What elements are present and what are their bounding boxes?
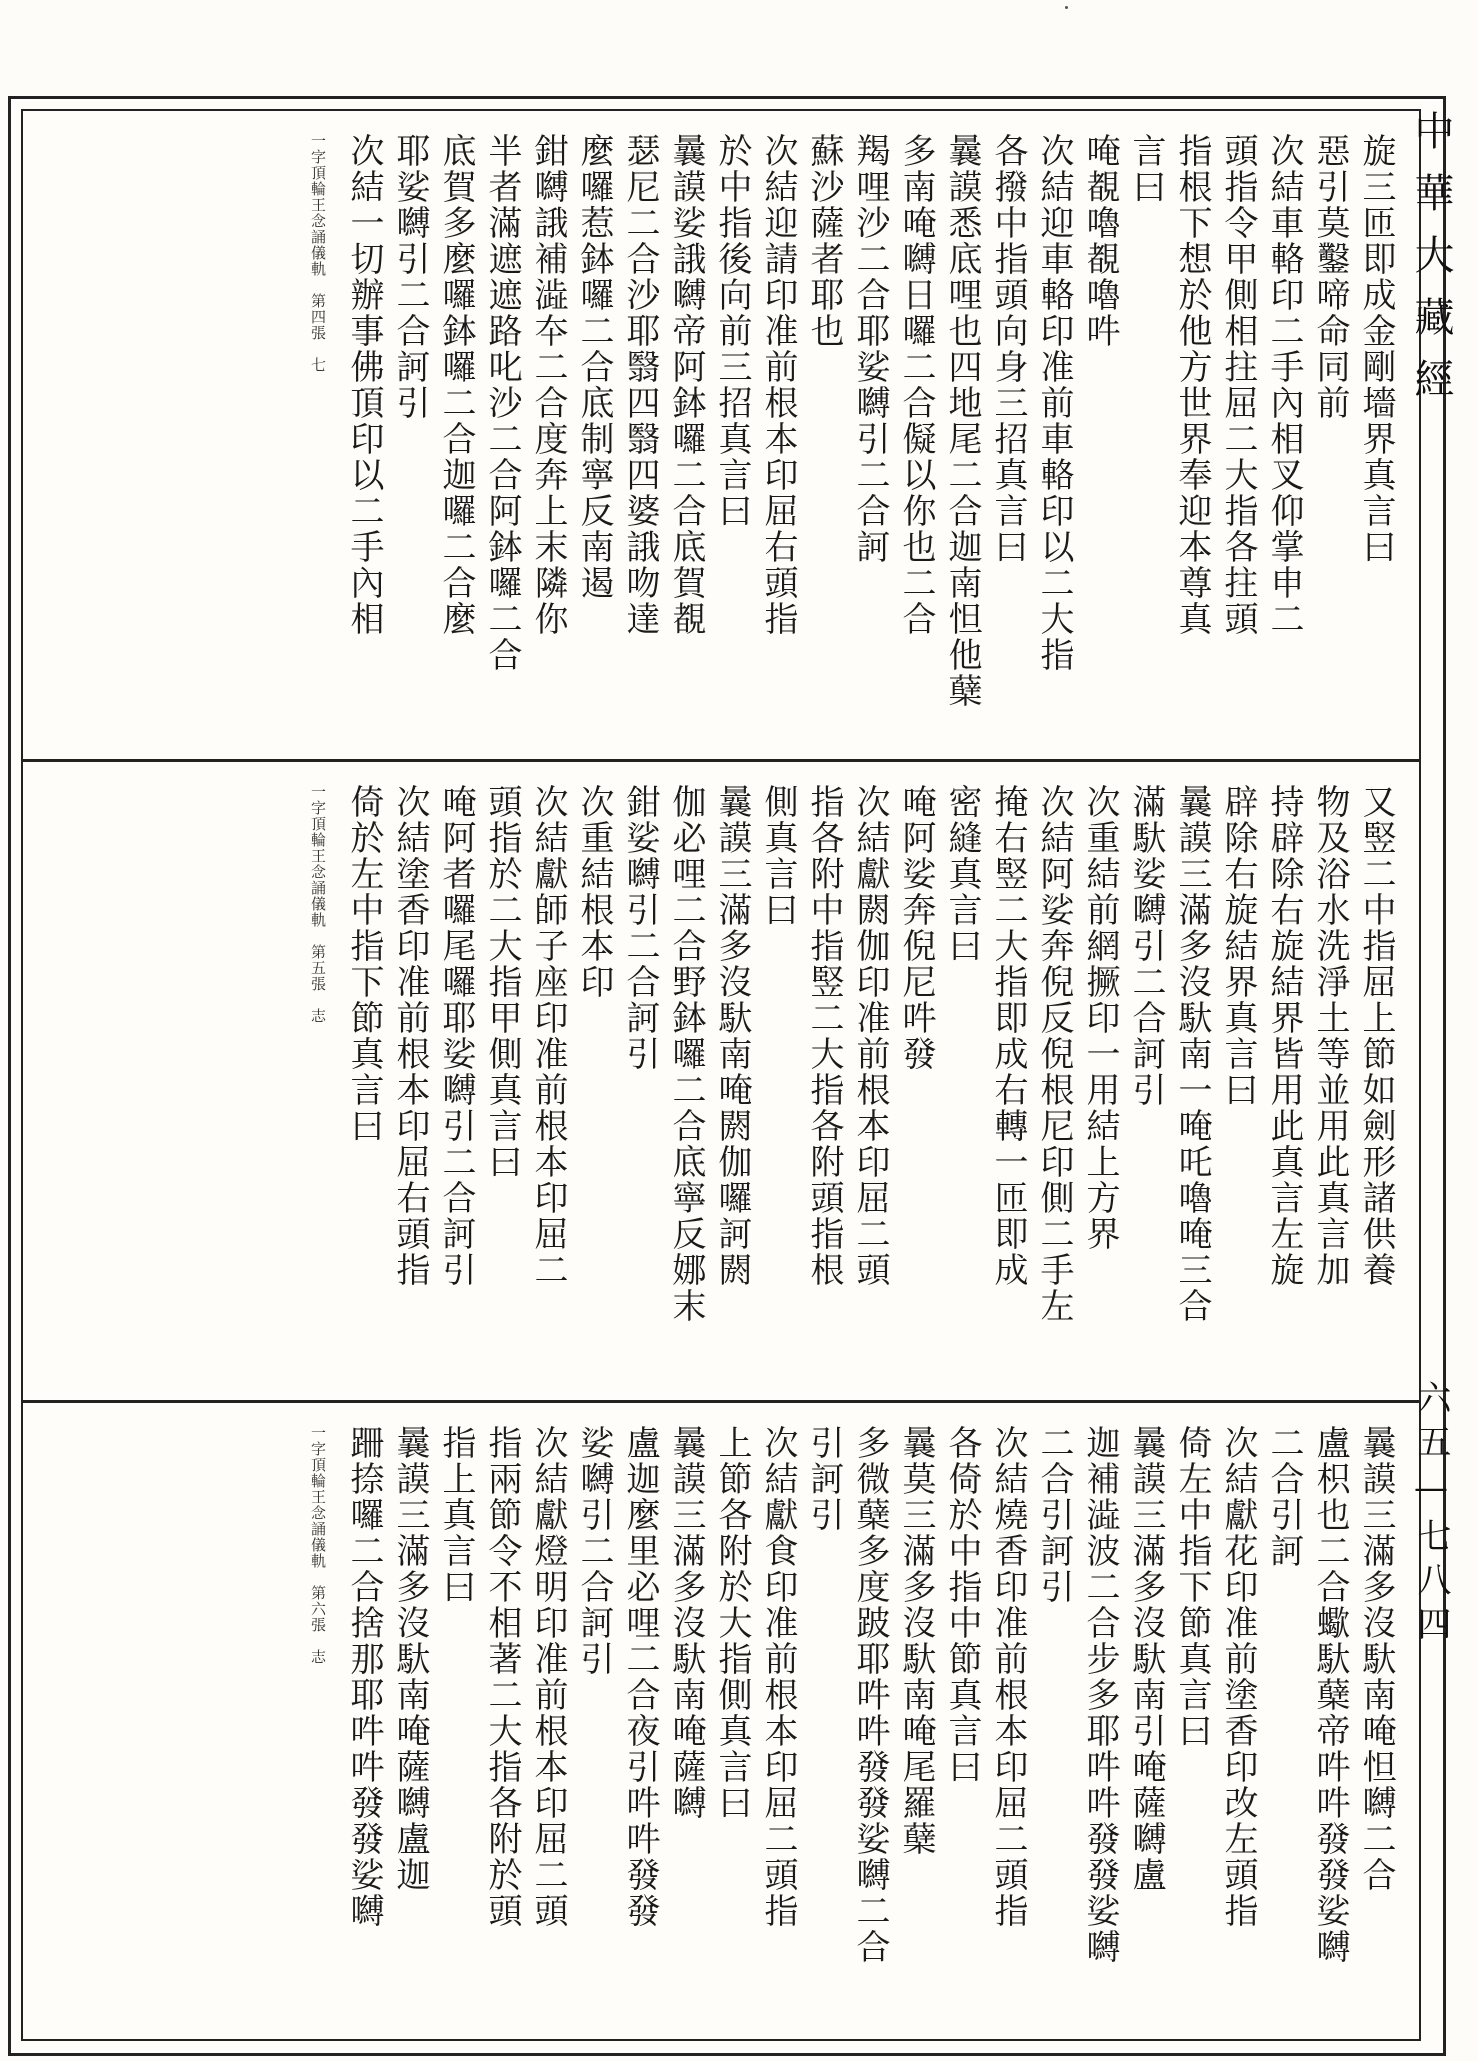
text-column: 多南唵嚩日囉二合儗以你也二合 [896,133,936,637]
text-column: 上節各附於大指側真言曰 [712,1425,752,1821]
text-column: 各倚於中指中節真言曰 [942,1425,982,1785]
text-column: 物及浴水洗淨土等並用此真言加 [1310,784,1350,1288]
text-column: 唵阿娑奔倪尼吽發 [896,784,936,1072]
text-column: 次結獻食印准前根本印屈二頭指 [758,1425,798,1929]
text-column: 瑟尼二合沙耶翳四翳四婆誐吻達 [620,133,660,637]
text-column: 旋三匝即成金剛墻界真言曰 [1356,133,1396,565]
text-column: 次結車輅印二手內相叉仰掌申二 [1264,133,1304,637]
text-column: 次重結根本印 [574,784,614,1000]
text-column: 次結一切辦事佛頂印以二手內相 [344,133,384,637]
text-block-1 [23,111,1419,759]
text-block-3 [23,1400,1419,2039]
text-column: 次結獻花印准前塗香印改左頭指 [1218,1425,1258,1929]
column-group-1 [295,133,1399,713]
text-column: 次結獻師子座印准前根本印屈二 [528,784,568,1288]
text-column: 耶娑嚩引二合訶引 [390,133,430,421]
text-column: 羯哩沙二合耶娑嚩引二合訶 [850,133,890,565]
text-column: 指兩節令不相著二大指各附於頭 [482,1425,522,1929]
text-column: 唵覩嚕覩嚕吽 [1080,133,1120,349]
text-column: 鉗嚩誐補澁夲二合度奔上末隣你 [528,133,568,637]
page-frame [8,96,1446,2056]
text-column: 各撥中指頭向身三招真言曰 [988,133,1028,565]
text-column: 二合引訶 [1264,1425,1304,1569]
text-column: 麼囉惹鉢囉二合底制寧反南遏 [574,133,614,601]
text-column: 多微蘖多度跛耶吽吽發發娑嚩二合 [850,1425,890,1965]
text-column: 半者滿遮遮路叱沙二合阿鉢囉二合 [482,133,522,673]
text-column: 鉗娑嚩引二合訶引 [620,784,660,1072]
ink-speck [1065,6,1068,9]
text-column: 指各附中指竪二大指各附頭指根 [804,784,844,1288]
block-footer: 一字頂輪王念誦儀軌 第五張 志 [309,784,327,1024]
text-column: 又竪二中指屈上節如劍形諸供養 [1356,784,1396,1288]
page-number: 六五—七八四 [1411,1380,1451,1650]
block-footer: 一字頂輪王念誦儀軌 第六張 志 [309,1425,327,1665]
text-block-2 [23,759,1419,1400]
text-column: 頭指令甲側相拄屈二大指各拄頭 [1218,133,1258,637]
text-column: 曩謨悉底哩也四地尾二合迦南怛他蘖 [942,133,982,709]
collection-title: 中華大藏經 [1408,110,1454,420]
text-column: 底賀多麼囉鉢囉二合迦囉二合麼 [436,133,476,637]
text-column: 唵阿者囉尾囉耶娑嚩引二合訶引 [436,784,476,1288]
text-column: 倚於左中指下節真言曰 [344,784,384,1144]
text-column: 次結阿娑奔倪反倪根尼印側二手左 [1034,784,1074,1324]
text-column: 持辟除右旋結界皆用此真言左旋 [1264,784,1304,1288]
text-column: 娑嚩引二合訶引 [574,1425,614,1677]
text-column: 曩謨娑誐嚩帝阿鉢囉二合底賀覩 [666,133,706,637]
text-column: 盧迦麼里必哩二合夜引吽吽發發 [620,1425,660,1929]
text-column: 言曰 [1126,133,1166,205]
text-column: 於中指後向前三招真言曰 [712,133,752,529]
text-column: 引訶引 [804,1425,844,1533]
text-column: 曩謨三滿多沒馱南唵薩嚩盧迦 [390,1425,430,1893]
text-column: 指根下想於他方世界奉迎本尊真 [1172,133,1212,637]
text-column: 頭指於二大指甲側真言曰 [482,784,522,1180]
text-column: 曩莫三滿多沒馱南唵尾羅蘖 [896,1425,936,1857]
text-column: 辟除右旋結界真言曰 [1218,784,1258,1108]
text-column: 滿馱娑嚩引二合訶引 [1126,784,1166,1108]
text-column: 側真言曰 [758,784,798,928]
text-column: 次結塗香印准前根本印屈右頭指 [390,784,430,1288]
column-group-3 [295,1425,1399,2005]
text-column: 次重結前網撅印一用結上方界 [1080,784,1120,1252]
block-footer: 一字頂輪王念誦儀軌 第四張 七 [309,133,327,373]
text-column: 密縫真言曰 [942,784,982,964]
text-column: 指上真言曰 [436,1425,476,1605]
text-column: 次結獻閼伽印准前根本印屈二頭 [850,784,890,1288]
text-column: 次結燒香印准前根本印屈二頭指 [988,1425,1028,1929]
text-column: 次結迎請印准前根本印屈右頭指 [758,133,798,637]
text-column: 曩謨三滿多沒馱南一唵吒嚕唵三合 [1172,784,1212,1324]
text-column: 掩右竪二大指即成右轉一匝即成 [988,784,1028,1288]
column-group-2 [295,784,1399,1364]
text-column: 盧枳也二合蠍馱蘖帝吽吽發發娑嚩 [1310,1425,1350,1965]
text-column: 跚捺囉二合捨那耶吽吽發發娑嚩 [344,1425,384,1929]
text-column: 曩謨三滿多沒馱南唵薩嚩 [666,1425,706,1821]
text-column: 曩謨三滿多沒馱南唵怛嚩二合 [1356,1425,1396,1893]
text-column: 曩謨三滿多沒馱南引唵薩嚩盧 [1126,1425,1166,1893]
text-area [21,109,1421,2041]
text-column: 次結獻燈明印准前根本印屈二頭 [528,1425,568,1929]
text-column: 倚左中指下節真言曰 [1172,1425,1212,1749]
text-column: 次結迎車輅印准前車輅印以二大指 [1034,133,1074,673]
text-column: 迦補澁波二合步多耶吽吽發發娑嚩 [1080,1425,1120,1965]
text-column: 蘇沙薩者耶也 [804,133,844,349]
text-column: 伽必哩二合野鉢囉二合底寧反娜末 [666,784,706,1324]
text-column: 二合引訶引 [1034,1425,1074,1605]
text-column: 惡引莫鑿啼命同前 [1310,133,1350,421]
text-column: 曩謨三滿多沒馱南唵閼伽囉訶閼 [712,784,752,1288]
